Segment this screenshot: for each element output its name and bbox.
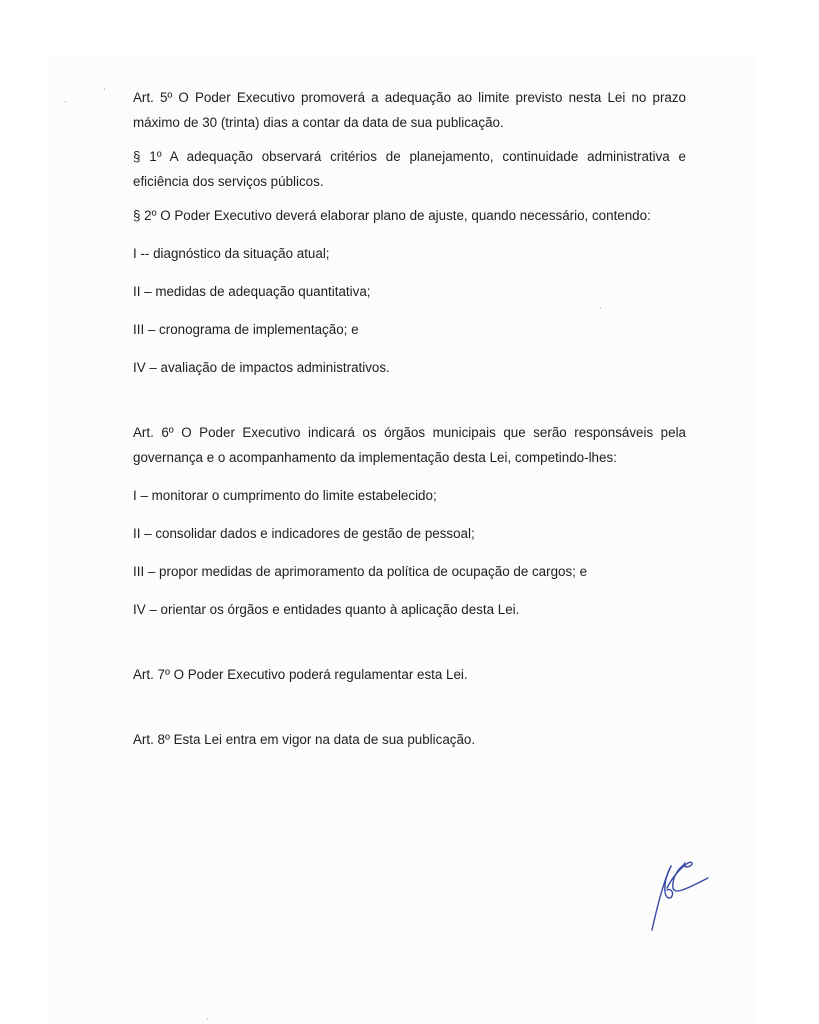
art7-caput: Art. 7º O Poder Executivo poderá regulamentar esta Lei.: [133, 667, 468, 682]
art6-item-4: IV – orientar os órgãos e entidades quanto à aplicação desta Lei.: [133, 602, 520, 617]
art6-item-1: I – monitorar o cumprimento do limite estabelecido;: [133, 488, 437, 503]
art5-item-2: II – medidas de adequação quantitativa;: [133, 284, 371, 299]
article-8: [133, 727, 686, 752]
handwritten-signature-icon: [640, 850, 720, 935]
art6-item-2: II – consolidar dados e indicadores de gestão de pessoal;: [133, 526, 475, 541]
art5-item-4: IV – avaliação de impactos administrativos.: [133, 360, 390, 375]
article-6: [133, 420, 686, 622]
document-body: [133, 85, 686, 752]
art5-paragraph-1: § 1º A adequação observará critérios de planejamento, continuidade administrativa e eficiência dos serviços públicos.: [133, 149, 686, 189]
art6-caput: Art. 6º O Poder Executivo indicará os órgãos municipais que serão responsáveis pela governança e o acompanhamento da implementação desta Lei, competindo-lhes:: [133, 425, 686, 465]
scan-speck: [104, 88, 105, 90]
article-5: [133, 85, 686, 380]
art5-item-1: I -- diagnóstico da situação atual;: [133, 246, 330, 261]
art5-caput: Art. 5º O Poder Executivo promoverá a adequação ao limite previsto nesta Lei no prazo máximo de 30 (trinta) dias a contar da data de sua publicação.: [133, 90, 686, 130]
art6-item-3: III – propor medidas de aprimoramento da política de ocupação de cargos; e: [133, 564, 588, 579]
art5-paragraph-2: § 2º O Poder Executivo deverá elaborar plano de ajuste, quando necessário, contendo:: [133, 208, 651, 223]
scan-speck: [65, 101, 66, 103]
art8-caput: Art. 8º Esta Lei entra em vigor na data de sua publicação.: [133, 732, 476, 747]
art5-item-3: III – cronograma de implementação; e: [133, 322, 359, 337]
article-7: [133, 662, 686, 687]
scan-speck: [207, 1018, 208, 1020]
